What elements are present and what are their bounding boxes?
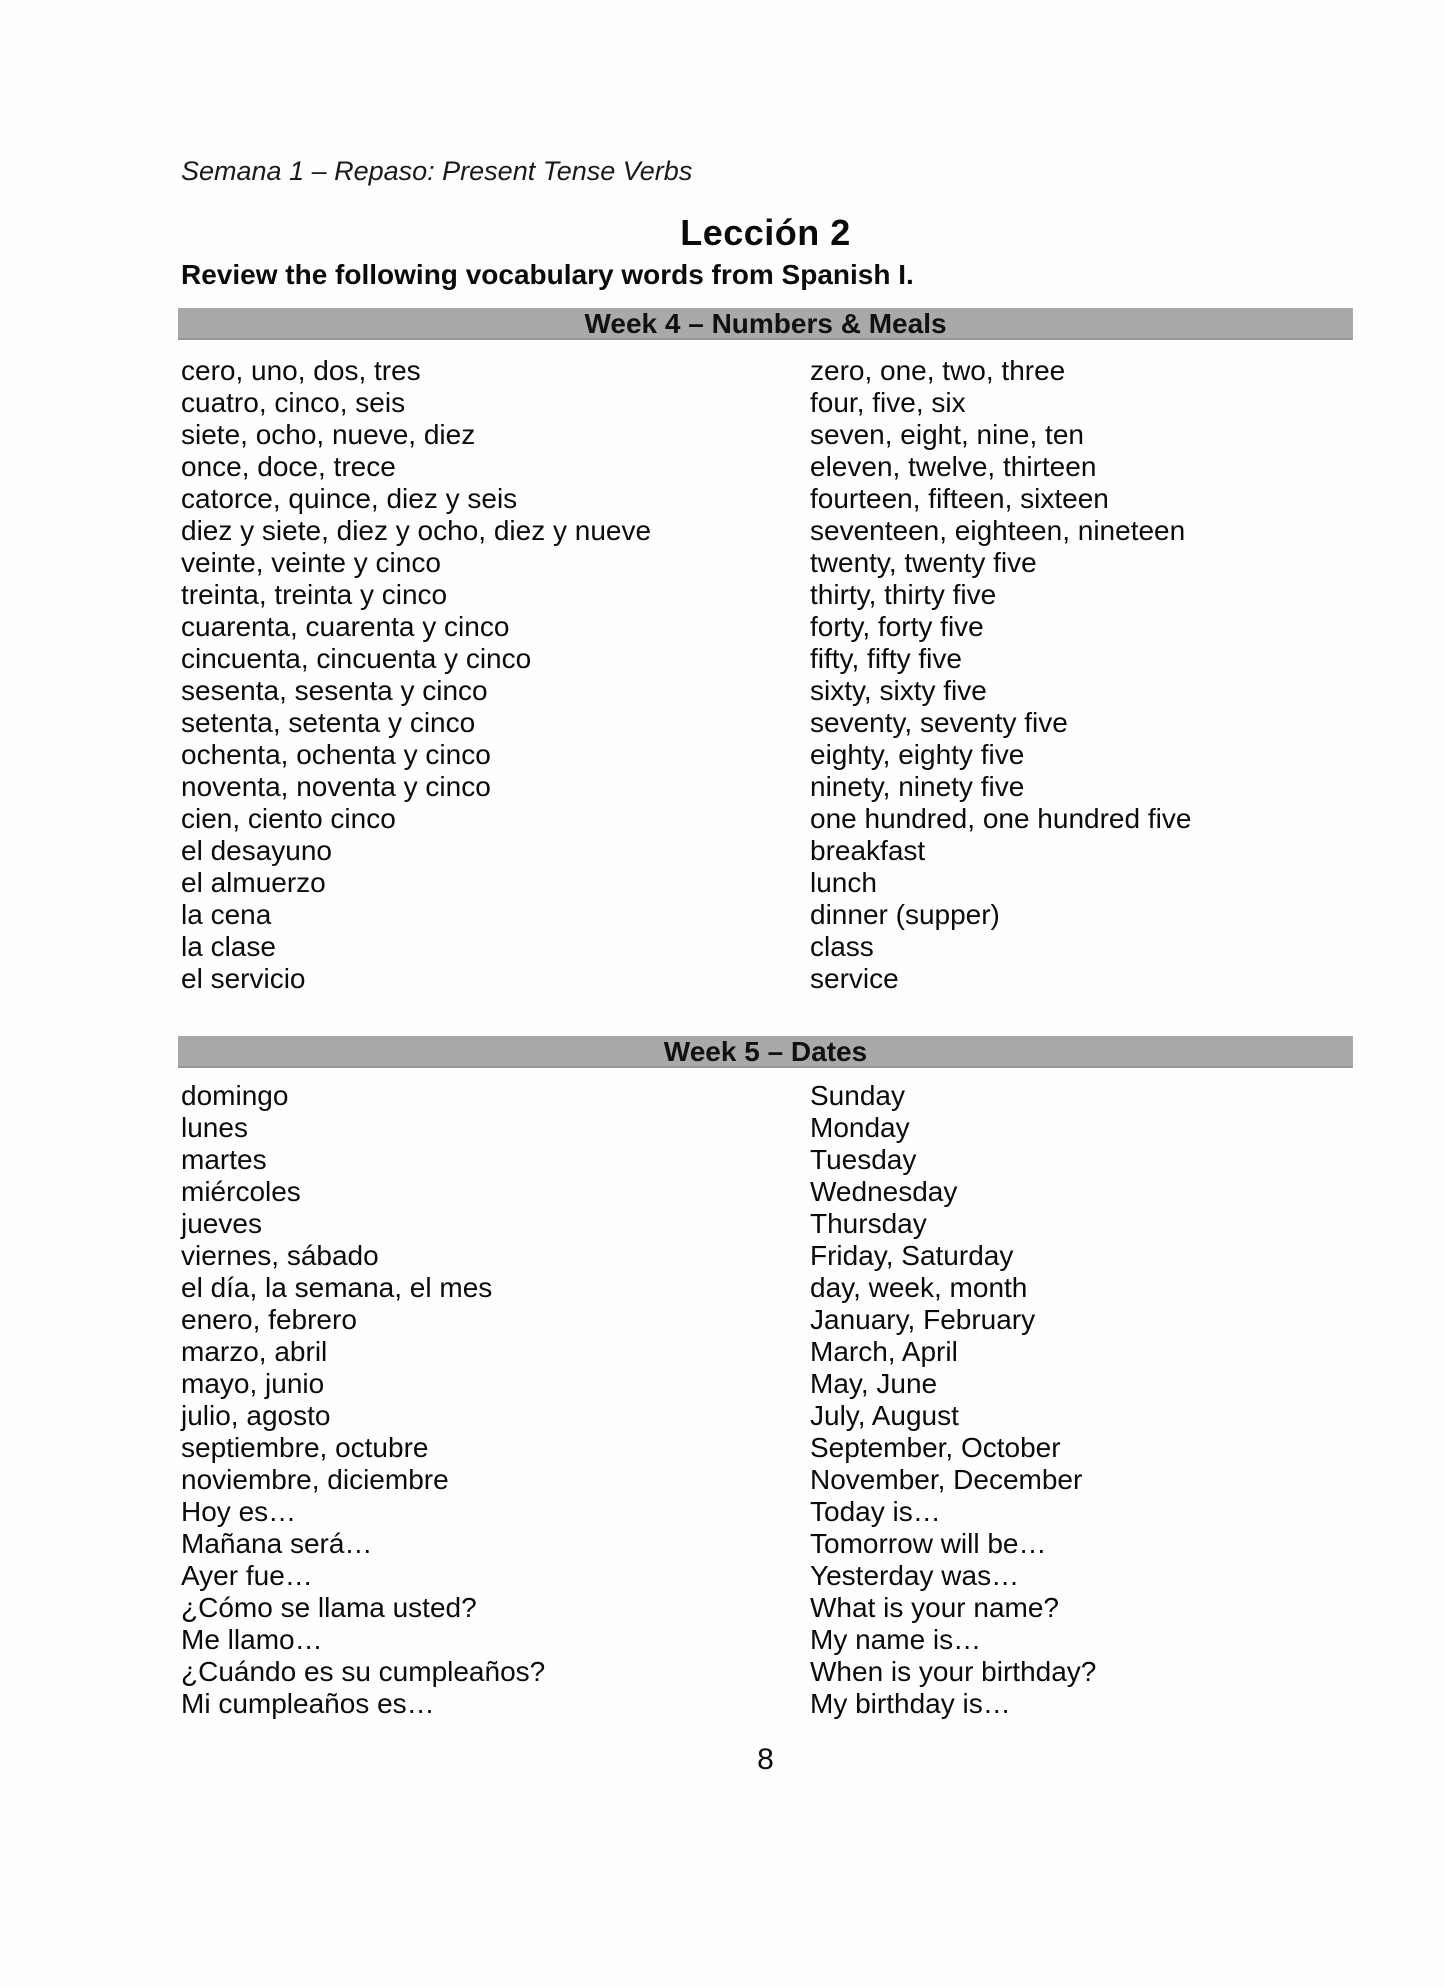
vocab-row [181, 1528, 1353, 1560]
vocab-list-week5 [181, 1080, 1353, 1720]
vocab-row [181, 355, 1353, 387]
spanish-term: Mi cumpleaños es… [181, 1688, 435, 1719]
vocab-row [181, 1400, 1353, 1432]
english-term: July, August [810, 1400, 959, 1431]
vocab-row [181, 771, 1353, 803]
english-term: November, December [810, 1464, 1083, 1495]
vocab-row [181, 963, 1353, 995]
vocab-row [181, 739, 1353, 771]
spanish-term: miércoles [181, 1176, 301, 1207]
english-term: January, February [810, 1304, 1036, 1335]
spanish-term: domingo [181, 1080, 289, 1111]
vocab-row [181, 1176, 1353, 1208]
section-banner-week4: Week 4 – Numbers & Meals [178, 308, 1353, 340]
spanish-term: mayo, junio [181, 1368, 325, 1399]
spanish-term: martes [181, 1144, 267, 1175]
english-term: Friday, Saturday [810, 1240, 1014, 1271]
vocab-row [181, 1272, 1353, 1304]
english-term: zero, one, two, three [810, 355, 1066, 386]
page-title: Lección 2 [680, 212, 851, 253]
vocab-row [181, 1112, 1353, 1144]
english-term: eleven, twelve, thirteen [810, 451, 1097, 482]
vocab-row [181, 707, 1353, 739]
spanish-term: la cena [181, 899, 272, 930]
english-term: one hundred, one hundred five [810, 803, 1192, 834]
english-term: class [810, 931, 874, 962]
english-term: lunch [810, 867, 877, 898]
spanish-term: ochenta, ochenta y cinco [181, 739, 491, 770]
vocab-row [181, 515, 1353, 547]
english-term: Monday [810, 1112, 910, 1143]
vocab-row [181, 1656, 1353, 1688]
spanish-term: diez y siete, diez y ocho, diez y nueve [181, 515, 652, 546]
spanish-term: septiembre, octubre [181, 1432, 429, 1463]
vocab-row [181, 1304, 1353, 1336]
english-term: sixty, sixty five [810, 675, 987, 706]
vocab-row [181, 1432, 1353, 1464]
spanish-term: cuatro, cinco, seis [181, 387, 406, 418]
english-term: Thursday [810, 1208, 927, 1239]
english-term: seventy, seventy five [810, 707, 1068, 738]
page-number: 8 [757, 1743, 774, 1776]
spanish-term: cincuenta, cincuenta y cinco [181, 643, 532, 674]
english-term: September, October [810, 1432, 1061, 1463]
spanish-term: sesenta, sesenta y cinco [181, 675, 488, 706]
spanish-term: noventa, noventa y cinco [181, 771, 491, 802]
vocab-row [181, 835, 1353, 867]
vocab-row [181, 1496, 1353, 1528]
english-term: Tuesday [810, 1144, 917, 1175]
spanish-term: viernes, sábado [181, 1240, 379, 1271]
vocab-row [181, 803, 1353, 835]
spanish-term: Me llamo… [181, 1624, 323, 1655]
spanish-term: el servicio [181, 963, 306, 994]
english-term: forty, forty five [810, 611, 984, 642]
vocab-row [181, 611, 1353, 643]
section-banner-week5: Week 5 – Dates [178, 1036, 1353, 1068]
spanish-term: ¿Cómo se llama usted? [181, 1592, 477, 1623]
vocab-row [181, 1688, 1353, 1720]
english-term: seven, eight, nine, ten [810, 419, 1084, 450]
spanish-term: siete, ocho, nueve, diez [181, 419, 476, 450]
vocab-row [181, 1144, 1353, 1176]
english-term: My birthday is… [810, 1688, 1011, 1719]
english-term: twenty, twenty five [810, 547, 1037, 578]
vocab-row [181, 1240, 1353, 1272]
spanish-term: julio, agosto [181, 1400, 331, 1431]
vocab-row [181, 1336, 1353, 1368]
spanish-term: treinta, treinta y cinco [181, 579, 448, 610]
english-term: dinner (supper) [810, 899, 1000, 930]
vocab-row [181, 1624, 1353, 1656]
english-term: Tomorrow will be… [810, 1528, 1047, 1559]
spanish-term: Hoy es… [181, 1496, 297, 1527]
spanish-term: el día, la semana, el mes [181, 1272, 493, 1303]
vocab-row [181, 451, 1353, 483]
vocab-row [181, 579, 1353, 611]
vocab-row [181, 1464, 1353, 1496]
english-term: thirty, thirty five [810, 579, 997, 610]
spanish-term: cero, uno, dos, tres [181, 355, 421, 386]
vocab-row [181, 1208, 1353, 1240]
english-term: Sunday [810, 1080, 905, 1111]
vocab-row [181, 1080, 1353, 1112]
spanish-term: ¿Cuándo es su cumpleaños? [181, 1656, 546, 1687]
english-term: Wednesday [810, 1176, 958, 1207]
english-term: March, April [810, 1336, 958, 1367]
english-term: May, June [810, 1368, 938, 1399]
english-term: Yesterday was… [810, 1560, 1020, 1591]
header-note: Semana 1 – Repaso: Present Tense Verbs [181, 156, 693, 186]
vocab-row [181, 1368, 1353, 1400]
spanish-term: Ayer fue… [181, 1560, 313, 1591]
english-term: fourteen, fifteen, sixteen [810, 483, 1109, 514]
vocab-row [181, 483, 1353, 515]
vocab-row [181, 899, 1353, 931]
spanish-term: once, doce, trece [181, 451, 396, 482]
english-term: fifty, fifty five [810, 643, 962, 674]
spanish-term: jueves [181, 1208, 262, 1239]
english-term: My name is… [810, 1624, 982, 1655]
english-term: four, five, six [810, 387, 966, 418]
vocab-list-week4 [181, 355, 1353, 995]
spanish-term: la clase [181, 931, 276, 962]
english-term: ninety, ninety five [810, 771, 1025, 802]
spanish-term: noviembre, diciembre [181, 1464, 449, 1495]
vocab-row [181, 387, 1353, 419]
vocab-row [181, 867, 1353, 899]
vocab-row [181, 675, 1353, 707]
vocab-row [181, 643, 1353, 675]
spanish-term: setenta, setenta y cinco [181, 707, 476, 738]
vocab-row [181, 1560, 1353, 1592]
english-term: What is your name? [810, 1592, 1059, 1623]
english-term: When is your birthday? [810, 1656, 1097, 1687]
spanish-term: Mañana será… [181, 1528, 373, 1559]
spanish-term: marzo, abril [181, 1336, 328, 1367]
spanish-term: el desayuno [181, 835, 333, 866]
spanish-term: cuarenta, cuarenta y cinco [181, 611, 510, 642]
english-term: day, week, month [810, 1272, 1028, 1303]
spanish-term: enero, febrero [181, 1304, 357, 1335]
vocab-row [181, 931, 1353, 963]
vocab-row [181, 547, 1353, 579]
english-term: Today is… [810, 1496, 941, 1527]
english-term: service [810, 963, 899, 994]
vocab-row [181, 419, 1353, 451]
english-term: eighty, eighty five [810, 739, 1025, 770]
spanish-term: veinte, veinte y cinco [181, 547, 441, 578]
english-term: breakfast [810, 835, 926, 866]
vocab-row [181, 1592, 1353, 1624]
spanish-term: catorce, quince, diez y seis [181, 483, 518, 514]
spanish-term: lunes [181, 1112, 248, 1143]
english-term: seventeen, eighteen, nineteen [810, 515, 1186, 546]
spanish-term: el almuerzo [181, 867, 326, 898]
spanish-term: cien, ciento cinco [181, 803, 396, 834]
instructions-text: Review the following vocabulary words from Spanish I. [181, 259, 914, 290]
